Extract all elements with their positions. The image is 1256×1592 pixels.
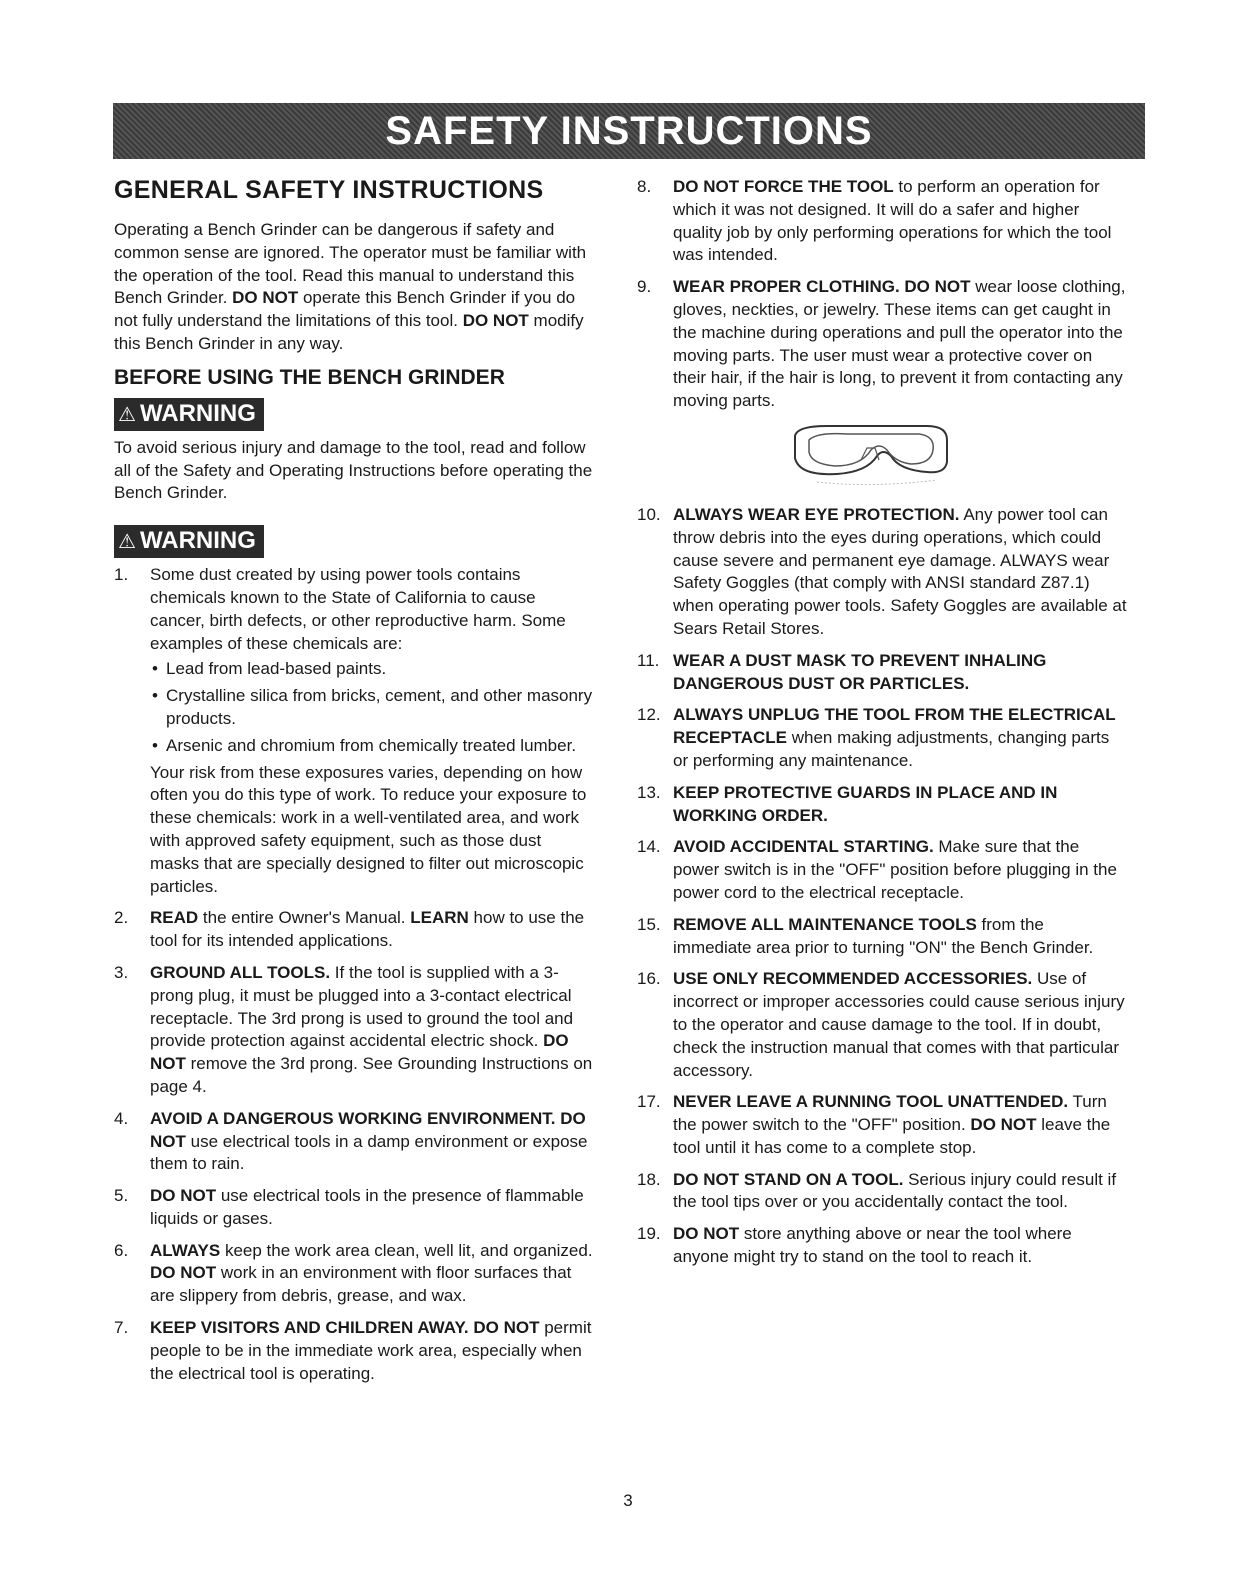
list-item: 19. DO NOT store anything above or near the tool where anyone might try to stand on the tool to reach it. bbox=[637, 1224, 1072, 1267]
list-item: 18. DO NOT STAND ON A TOOL. Serious injury could result if the tool tips over or you accidentally contact the tool. bbox=[637, 1169, 1117, 1212]
list-item: 7. KEEP VISITORS AND CHILDREN AWAY. DO NOT permit people to be in the immediate work area, especially when the electrical tool is operating. bbox=[114, 1318, 592, 1383]
list-item: 15. REMOVE ALL MAINTENANCE TOOLS from the immediate area prior to turning "ON" the Bench Grinder. bbox=[637, 914, 1094, 957]
list-item: 2. READ the entire Owner's Manual. LEARN how to use the tool for its intended applications. bbox=[114, 908, 585, 951]
bullet-item: • Lead from lead-based paints. bbox=[150, 658, 594, 681]
list-item: 16. USE ONLY RECOMMENDED ACCESSORIES. Use of incorrect or improper accessories could cause serious injury to the operator and cause damage to the tool. If in doubt, check the instruction manual that comes with that particular accessory. bbox=[637, 969, 1125, 1080]
bullet-item: • Arsenic and chromium from chemically treated lumber. bbox=[150, 735, 594, 758]
left-column bbox=[114, 176, 594, 1394]
list-item: 4. AVOID A DANGEROUS WORKING ENVIRONMENT. DO NOT use electrical tools in a damp environment or expose them to rain. bbox=[114, 1108, 588, 1174]
warning-badge-2: ⚠ WARNING bbox=[114, 525, 264, 558]
before-heading: BEFORE USING THE BENCH GRINDER bbox=[114, 365, 505, 389]
list-item: 3. GROUND ALL TOOLS. If the tool is supplied with a 3-prong plug, it must be plugged into a 3-contact electrical receptacle. The 3rd prong is used to ground the tool and provide protection against accidental electric shock. DO NOT remove the 3rd prong. See Grounding Instructions on page 4. bbox=[114, 962, 593, 1096]
list-item: 17. NEVER LEAVE A RUNNING TOOL UNATTENDED. Turn the power switch to the "OFF" position. DO NOT leave the tool until it has come to a complete stop. bbox=[637, 1092, 1111, 1157]
list-item: 5. DO NOT use electrical tools in the presence of flammable liquids or gases. bbox=[114, 1186, 584, 1228]
banner-title: SAFETY INSTRUCTIONS bbox=[385, 109, 873, 153]
list-item: 13. KEEP PROTECTIVE GUARDS IN PLACE AND IN WORKING ORDER. bbox=[637, 782, 1058, 825]
safety-goggles-icon bbox=[787, 422, 957, 490]
general-paragraph: Operating a Bench Grinder can be dangerous if safety and common sense are ignored. The operator must be familiar with the operation of the tool. Read this manual to understand this Bench Grinder. DO NOT operate this Bench Grinder if you do not fully understand the limitations of this tool. DO NOT modify this Bench Grinder in any way. bbox=[114, 220, 587, 353]
list-item: 14. AVOID ACCIDENTAL STARTING. Make sure that the power switch is in the "OFF" position before plugging in the power cord to the electrical receptacle. bbox=[637, 837, 1117, 902]
list-item: 10. ALWAYS WEAR EYE PROTECTION. Any power tool can throw debris into the eyes during operations, which could cause severe and permanent eye damage. ALWAYS wear Safety Goggles (that comply with ANSI standard Z87.1) when operating power tools. Safety Goggles are available at Sears Retail Stores. bbox=[637, 504, 1127, 638]
list-item: 9. WEAR PROPER CLOTHING. DO NOT wear loose clothing, gloves, neckties, or jewelry. These items can get caught in the machine during operations and pull the operator into the moving parts. The user must wear a protective cover on their hair, if the hair is long, to prevent it from contacting any moving parts. bbox=[637, 277, 1126, 411]
warning-1-text: To avoid serious injury and damage to the tool, read and follow all of the Safety and Operating Instructions before operating the Bench Grinder. bbox=[114, 437, 593, 503]
list-item: 11. WEAR A DUST MASK TO PREVENT INHALING DANGEROUS DUST OR PARTICLES. bbox=[637, 650, 1047, 693]
page-number: 3 bbox=[623, 1491, 633, 1510]
warning-badge-1: ⚠ WARNING bbox=[114, 398, 264, 431]
list-item: 6. ALWAYS keep the work area clean, well lit, and organized. DO NOT work in an environment with floor surfaces that are slippery from debris, grease, and wax. bbox=[114, 1240, 593, 1306]
bullet-list bbox=[150, 658, 594, 757]
right-column bbox=[637, 176, 1127, 1278]
bullet-item: • Crystalline silica from bricks, cement, and other masonry products. bbox=[150, 685, 594, 731]
warning-triangle-icon: ⚠ bbox=[118, 403, 136, 426]
list-item: 1. Some dust created by using power tools contains chemicals known to the State of California to cause cancer, birth defects, or other reproductive harm. Some examples of these chemicals are: • Lead from lead-based paints. • Crystalline silica from bricks, cement, and other masonry products. • Arsenic and chromium from chemically treated lumber. Your risk from these exposures varies, depending on how often you do this type of work. To reduce your exposure to these chemicals: work in a well-ventilated area, and work with approved safety equipment, such as those dust masks that are specially designed to filter out microscopic particles. bbox=[114, 564, 594, 898]
list-item: 12. ALWAYS UNPLUG THE TOOL FROM THE ELECTRICAL RECEPTACLE when making adjustments, changing parts or performing any maintenance. bbox=[637, 705, 1116, 770]
list-item: 8. DO NOT FORCE THE TOOL to perform an operation for which it was not designed. It will do a safer and higher quality job by only performing operations for which the tool was intended. bbox=[637, 177, 1112, 265]
section-banner bbox=[113, 103, 1145, 159]
general-heading: GENERAL SAFETY INSTRUCTIONS bbox=[114, 176, 544, 204]
warning-triangle-icon: ⚠ bbox=[118, 531, 136, 554]
